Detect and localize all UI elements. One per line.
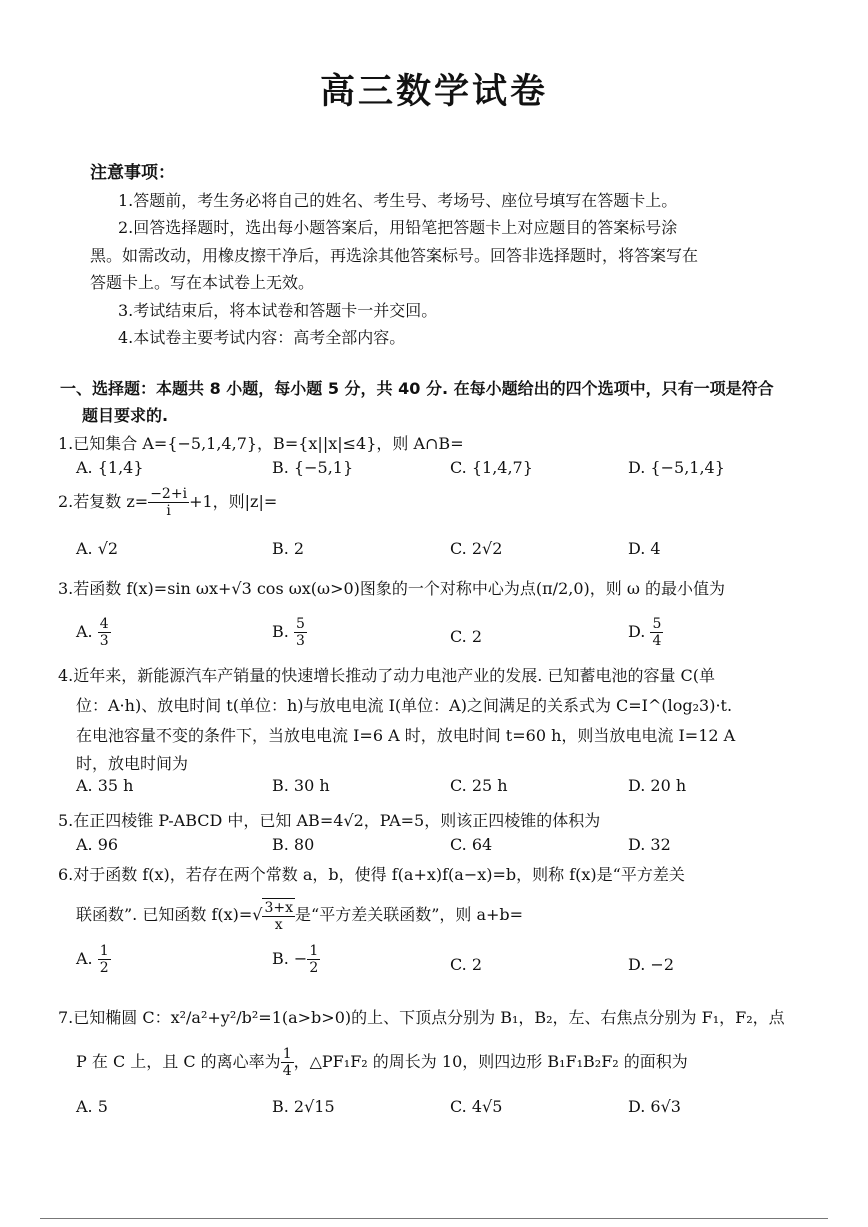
question-7-line-1: 7.已知椭圆 C：x²/a²+y²/b²=1(a>b>0)的上、下顶点分别为 B₁，B₂，左、右焦点分别为 F₁，F₂，点 [58, 1008, 785, 1027]
question-4-line-3: 在电池容量不变的条件下，当放电电流 I=6 A 时，放电时间 t=60 h，则当放电电流 I=12 A [76, 726, 736, 745]
question-5-option-d: D. 32 [628, 835, 671, 854]
question-5-option-c: C. 64 [450, 835, 493, 854]
question-6-option-b-numerator: 1 [309, 943, 319, 959]
question-4-option-b: B. 30 h [272, 776, 330, 795]
question-3-option-d [628, 616, 663, 649]
question-7-denominator: 4 [282, 1063, 292, 1080]
question-7-line-2-post: ，△PF₁F₂ 的周长为 10，则四边形 B₁F₁B₂F₂ 的面积为 [293, 1052, 688, 1072]
page-title: 高三数学试卷 [319, 72, 548, 112]
question-5-stem: 5.在正四棱锥 P-ABCD 中，已知 AB=4√2，PA=5，则该正四棱锥的体积为 [58, 811, 601, 830]
question-6-line-2-pre: 联函数”. 已知函数 f(x)= [76, 905, 253, 925]
question-3-option-a-numerator: 4 [99, 616, 109, 632]
question-2-option-a: A. √2 [76, 539, 119, 558]
question-3-option-a [76, 616, 111, 649]
question-3-option-d-numerator: 5 [652, 616, 662, 632]
question-6-option-a [76, 943, 111, 976]
question-3-option-a-label: A. [76, 622, 93, 642]
question-6-option-b [272, 943, 320, 976]
question-3-option-d-denominator: 4 [652, 633, 662, 650]
question-7-option-a: A. 5 [76, 1097, 108, 1116]
question-4-option-c: C. 25 h [450, 776, 508, 795]
question-1-option-a: A. {1,4} [76, 458, 144, 477]
question-1-option-b: B. {−5,1} [272, 458, 354, 477]
question-6-option-a-fraction [98, 943, 111, 976]
question-6-option-c: C. 2 [450, 955, 483, 974]
question-3-option-b-denominator: 3 [295, 633, 305, 650]
question-3-option-b-fraction [294, 616, 307, 649]
question-3-option-c: C. 2 [450, 627, 483, 646]
question-6-option-b-fraction [307, 943, 320, 976]
question-2-fraction [148, 486, 189, 519]
question-1-option-d: D. {−5,1,4} [628, 458, 725, 477]
question-2-post: +1，则|z|= [189, 492, 278, 512]
question-3-option-b-numerator: 5 [295, 616, 305, 632]
question-6-fraction [262, 898, 295, 933]
section-heading: 一、选择题：本题共 8 小题，每小题 5 分，共 40 分. 在每小题给出的四个选项中，只有一项是符合 [60, 379, 774, 398]
question-4-line-2: 位：A·h)、放电时间 t(单位：h)与放电电流 I(单位：A)之间满足的关系式为 C=I^(log₂3)·t. [76, 696, 733, 715]
question-2-denominator: i [166, 503, 171, 520]
note-line-1: 1.答题前，考生务必将自己的姓名、考生号、考场号、座位号填写在答题卡上。 [118, 191, 678, 210]
question-6-option-a-denominator: 2 [99, 960, 109, 977]
note-line-6: 4.本试卷主要考试内容：高考全部内容。 [118, 328, 406, 347]
question-1-stem: 1.已知集合 A={−5,1,4,7}，B={x||x|≤4}，则 A∩B= [58, 434, 464, 453]
question-3-option-a-fraction [98, 616, 111, 649]
note-line-2: 2.回答选择题时，选出每小题答案后，用铅笔把答题卡上对应题目的答案标号涂 [118, 218, 678, 237]
question-3-option-b [272, 616, 307, 649]
question-6-numerator: 3+x [264, 900, 294, 916]
question-7-fraction [281, 1046, 294, 1079]
question-7-option-b: B. 2√15 [272, 1097, 335, 1116]
question-4-line-4: 时，放电时间为 [76, 754, 189, 773]
question-6-denominator: x [274, 917, 283, 934]
question-4-option-d: D. 20 h [628, 776, 687, 795]
question-4-option-a: A. 35 h [76, 776, 134, 795]
question-6-line-2-post: 是“平方差关联函数”，则 a+b= [295, 905, 524, 925]
question-1-option-c: C. {1,4,7} [450, 458, 533, 477]
question-6-option-d: D. −2 [628, 955, 675, 974]
notes-heading: 注意事项： [90, 163, 175, 183]
question-2-stem [58, 486, 277, 519]
question-7-line-2 [76, 1046, 688, 1079]
question-5-option-a: A. 96 [76, 835, 119, 854]
question-3-option-a-denominator: 3 [99, 633, 109, 650]
question-7-line-2-pre: P 在 C 上，且 C 的离心率为 [76, 1052, 281, 1072]
question-7-numerator: 1 [282, 1046, 292, 1062]
question-6-option-b-denominator: 2 [309, 960, 319, 977]
question-7-option-d: D. 6√3 [628, 1097, 681, 1116]
question-7-option-c: C. 4√5 [450, 1097, 503, 1116]
question-2-option-b: B. 2 [272, 539, 305, 558]
question-2-numerator: −2+i [150, 486, 188, 502]
sqrt-symbol: √ [252, 905, 263, 925]
question-4-line-1: 4.近年来，新能源汽车产销量的快速增长推动了动力电池产业的发展. 已知蓄电池的容量 C(单 [58, 666, 716, 685]
question-2-option-c: C. 2√2 [450, 539, 503, 558]
question-3-option-d-fraction [650, 616, 663, 649]
footer-divider [40, 1218, 828, 1219]
section-heading-cont: 题目要求的. [82, 406, 169, 425]
question-3-option-b-label: B. [272, 622, 289, 642]
question-3-option-d-label: D. [628, 622, 646, 642]
question-6-line-1: 6.对于函数 f(x)，若存在两个常数 a，b，使得 f(a+x)f(a−x)=b，则称 f(x)是“平方差关 [58, 865, 685, 884]
note-line-4: 答题卡上。写在本试卷上无效。 [90, 273, 315, 292]
question-6-option-a-label: A. [76, 949, 93, 969]
note-line-3: 黑。如需改动，用橡皮擦干净后，再选涂其他答案标号。回答非选择题时，将答案写在 [90, 246, 699, 265]
note-line-5: 3.考试结束后，将本试卷和答题卡一并交回。 [118, 301, 438, 320]
question-2-pre: 2.若复数 z= [58, 492, 149, 512]
question-3-stem: 3.若函数 f(x)=sin ωx+√3 cos ωx(ω>0)图象的一个对称中心为点(π/2,0)，则 ω 的最小值为 [58, 579, 725, 598]
question-5-option-b: B. 80 [272, 835, 315, 854]
question-6-option-a-numerator: 1 [99, 943, 109, 959]
question-6-option-b-label: B. − [272, 949, 308, 969]
question-2-option-d: D. 4 [628, 539, 661, 558]
question-6-line-2 [76, 898, 523, 933]
